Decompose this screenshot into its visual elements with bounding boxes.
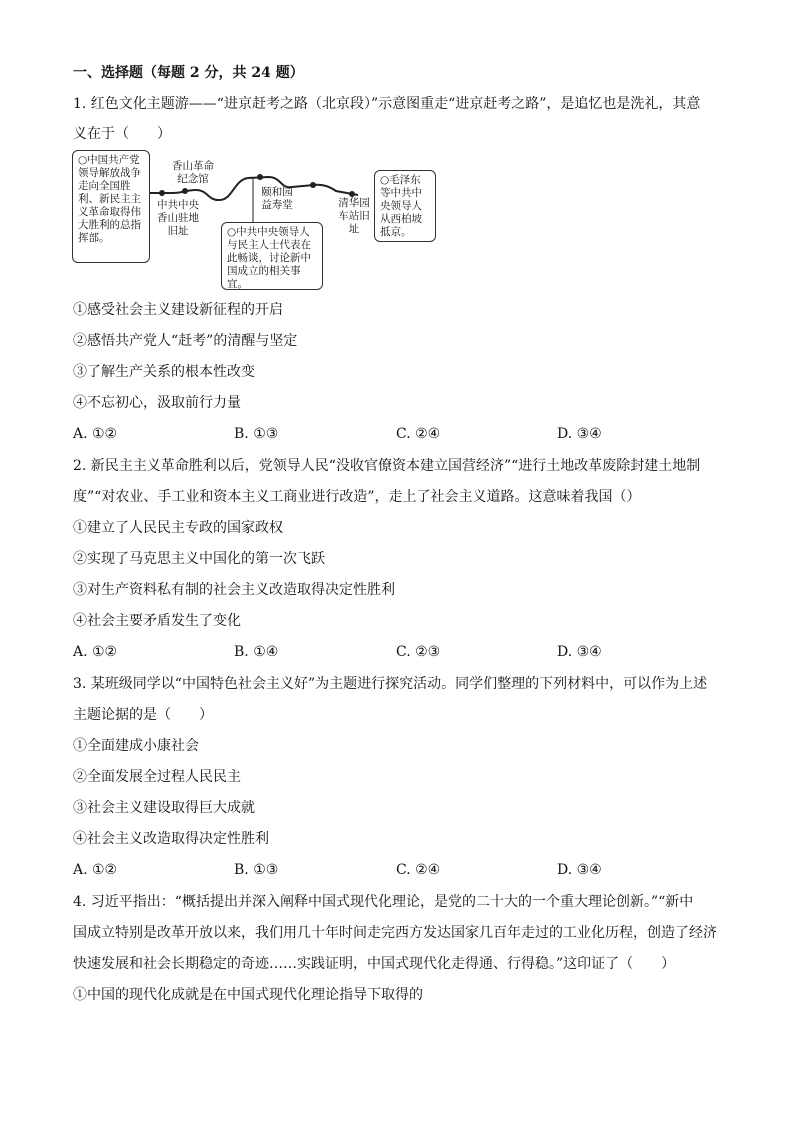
place-label-tsinghua-station: 清华园车站旧址 [338, 197, 370, 235]
q1-option-c[interactable]: C. ②④ [396, 426, 441, 442]
q1-item: ①感受社会主义建设新征程的开启 [73, 302, 283, 318]
q1-stem-line1: 1. 红色文化主题游——“进京赶考之路（北京段）”示意图重走“进京赶考之路”，是追忆也是洗礼，其意 [73, 96, 701, 112]
place-label-summer-palace: 颐和园益寿堂 [261, 186, 293, 211]
route-diagram [68, 144, 448, 294]
q3-option-c[interactable]: C. ②④ [396, 862, 441, 878]
q4-item: ①中国的现代化成就是在中国式现代化理论指导下取得的 [73, 987, 423, 1003]
q3-item: ①全面建成小康社会 [73, 738, 199, 754]
q4-stem-line2: 国成立特别是改革开放以来，我们用几十年时间走完西方发达国家几百年走过的工业化历程，创造了经济 [73, 925, 717, 941]
q2-item: ②实现了马克思主义中国化的第一次飞跃 [73, 551, 325, 567]
q3-item: ③社会主义建设取得巨大成就 [73, 800, 255, 816]
q2-option-a[interactable]: A. ①② [73, 644, 118, 660]
q2-stem-line2: 度”“对农业、手工业和资本主义工商业进行改造”，走上了社会主义道路。这意味着我国（） [73, 489, 641, 505]
q2-option-c[interactable]: C. ②③ [396, 644, 441, 660]
q2-option-d[interactable]: D. ③④ [557, 644, 602, 660]
q1-option-b[interactable]: B. ①③ [234, 426, 279, 442]
q3-option-a[interactable]: A. ①② [73, 862, 118, 878]
q3-option-d[interactable]: D. ③④ [557, 862, 602, 878]
q2-item: ①建立了人民民主专政的国家政权 [73, 520, 283, 536]
note-box-right: ○毛泽东等中共中央领导人从西柏坡抵京。 [374, 170, 436, 242]
q3-item: ④社会主义改造取得决定性胜利 [73, 831, 269, 847]
q1-option-a[interactable]: A. ①② [73, 426, 118, 442]
place-label-xiangshan-museum: 香山革命纪念馆 [172, 160, 214, 185]
q3-item: ②全面发展全过程人民民主 [73, 769, 241, 785]
q4-stem-line3: 快速发展和社会长期稳定的奇迹……实践证明，中国式现代化走得通、行得稳。”这印证了（ ） [73, 956, 676, 972]
q3-stem-line2: 主题论据的是（ ） [73, 707, 213, 723]
q1-stem-line2: 义在于（ ） [73, 126, 171, 142]
section-title: 一、选择题（每题 2 分，共 24 题） [73, 65, 304, 81]
q3-option-b[interactable]: B. ①③ [234, 862, 279, 878]
q1-option-d[interactable]: D. ③④ [557, 426, 602, 442]
q3-stem-line1: 3. 某班级同学以“中国特色社会主义好”为主题进行探究活动。同学们整理的下列材料中，可以作为上述 [73, 676, 708, 692]
q4-stem-line1: 4. 习近平指出：“概括提出并深入阐释中国式现代化理论，是党的二十大的一个重大理论创新。”“新中 [73, 894, 694, 910]
q2-item: ④社会主要矛盾发生了变化 [73, 613, 241, 629]
q1-item: ④不忘初心，汲取前行力量 [73, 395, 241, 411]
q2-option-b[interactable]: B. ①④ [234, 644, 279, 660]
note-box-left: ○中国共产党领导解放战争走向全国胜利、新民主主义革命取得伟大胜利的总指挥部。 [72, 150, 150, 263]
q2-item: ③对生产资料私有制的社会主义改造取得决定性胜利 [73, 582, 395, 598]
q1-item: ③了解生产关系的根本性改变 [73, 364, 255, 380]
note-box-middle: ○中共中央领导人与民主人士代表在此畅谈，讨论新中国成立的相关事宜。 [221, 222, 323, 290]
q1-item: ②感悟共产党人“赶考”的清醒与坚定 [73, 333, 298, 349]
place-label-xiangshan-site: 中共中央香山驻地旧址 [157, 199, 199, 237]
q2-stem-line1: 2. 新民主主义革命胜利以后，党领导人民“没收官僚资本建立国营经济”“进行土地改革废除封建土地制 [73, 458, 701, 474]
